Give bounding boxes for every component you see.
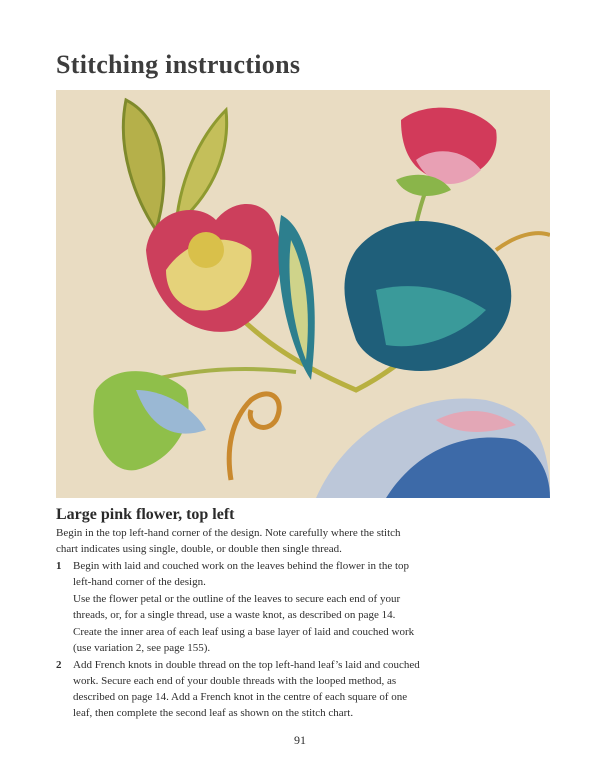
step-1 (56, 558, 476, 656)
text-line: described on page 14. Add a French knot in the centre of each square of one (73, 691, 408, 703)
section-heading: Large pink flower, top left (56, 506, 235, 523)
text-line: work. Secure each end of your double threads with the looped method, as (73, 675, 397, 687)
step-paragraph (73, 624, 476, 656)
step-2 (56, 657, 476, 721)
intro-paragraph (56, 525, 476, 557)
step-number: 1 (56, 560, 62, 572)
text-line: Begin in the top left-hand corner of the design. Note carefully where the stitch (56, 527, 401, 539)
text-line: threads, or, for a single thread, use a waste knot, as described on page 14. (73, 609, 396, 621)
instructions-body (56, 525, 476, 721)
text-line: leaf, then complete the second leaf as shown on the stitch chart. (73, 707, 354, 719)
step-paragraph (73, 558, 476, 590)
text-line: Add French knots in double thread on the top left-hand leaf’s laid and couched (73, 659, 420, 671)
text-line: (use variation 2, see page 155). (73, 642, 211, 654)
page-number: 91 (294, 733, 306, 747)
text-line: left-hand corner of the design. (73, 576, 206, 588)
step-number: 2 (56, 659, 62, 671)
text-line: Begin with laid and couched work on the leaves behind the flower in the top (73, 560, 410, 572)
text-line: chart indicates using single, double, or double then single thread. (56, 543, 342, 555)
text-line: Create the inner area of each leaf using a base layer of laid and couched work (73, 626, 415, 638)
embroidery-photo (56, 90, 550, 498)
page-title: Stitching instructions (56, 50, 301, 79)
text-line: Use the flower petal or the outline of the leaves to secure each end of your (73, 593, 401, 605)
step-paragraph (73, 657, 476, 721)
step-paragraph (73, 591, 476, 623)
